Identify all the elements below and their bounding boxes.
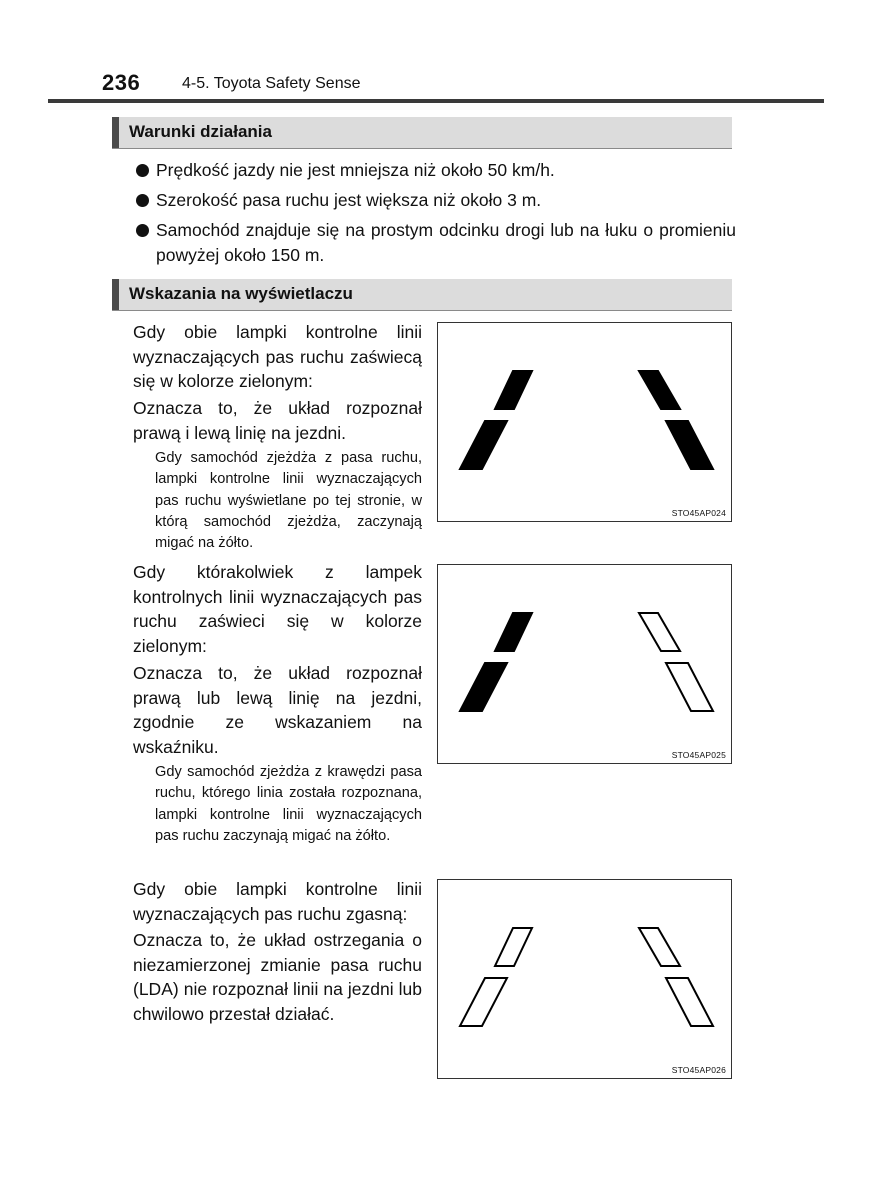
list-item	[136, 158, 736, 183]
section-heading-operating-conditions	[112, 117, 732, 149]
bullet-icon	[136, 224, 149, 237]
list-item	[136, 218, 736, 268]
list-item-text: Samochód znajduje się na prostym odcinku drogi lub na łuku o promieniu powyżej około 150 m.	[156, 220, 736, 265]
section-title: Warunki działania	[129, 122, 272, 141]
right-lane-indicator-icon	[639, 371, 680, 409]
bullet-icon	[136, 164, 149, 177]
list-item-text: Prędkość jazdy nie jest mniejsza niż około 50 km/h.	[156, 160, 555, 180]
indication-meaning-2: Oznacza to, że układ rozpoznał prawą lub lewą linię na jezdni, zgodnie ze wskazaniem na wskaźniku.	[133, 663, 422, 757]
left-lane-outline-icon	[495, 928, 532, 966]
right-lane-indicator-icon	[666, 421, 713, 469]
operating-conditions-list	[136, 158, 736, 273]
left-lane-outline-icon	[460, 978, 507, 1026]
indication-note-1: Gdy samochód zjeżdża z pasa ruchu, lampki kontrolne linii wyznaczających pas ruchu wyświetlane po tej stronie, w którą samochód zjeżdża, zaczynają migać na żółto.	[155, 450, 422, 552]
figure-code: STO45AP026	[671, 1065, 726, 1075]
bullet-icon	[136, 194, 149, 207]
left-lane-indicator-icon	[495, 371, 532, 409]
indication-condition-3: Gdy obie lampki kontrolne linii wyznaczających pas ruchu zgasną:	[133, 879, 422, 924]
indication-meaning-1: Oznacza to, że układ rozpoznał prawą i lewą linię na jezdni.	[133, 398, 422, 443]
left-lane-indicator-icon	[460, 421, 507, 469]
indication-note-2: Gdy samochód zjeżdża z krawędzi pasa ruchu, którego linia została rozpoznana, lampki kontrolne linii wyznaczających pas ruchu zaczynają migać na żółto.	[155, 764, 422, 844]
header-rule	[48, 99, 824, 103]
section-path: 4-5. Toyota Safety Sense	[182, 75, 361, 92]
right-lane-outline-icon	[639, 928, 680, 966]
indication-condition-2: Gdy którakolwiek z lampek kontrolnych linii wyznaczających pas ruchu zaświeci się w kolorze zielonym:	[133, 562, 422, 656]
right-lane-outline-icon	[666, 663, 713, 711]
left-lane-indicator-icon	[460, 663, 507, 711]
section-title: Wskazania na wyświetlaczu	[129, 284, 353, 303]
list-item	[136, 188, 736, 213]
page-number: 236	[102, 70, 141, 95]
right-lane-outline-icon	[666, 978, 713, 1026]
left-lane-indicator-icon	[495, 613, 532, 651]
indication-meaning-3: Oznacza to, że układ ostrzegania o niezamierzonej zmianie pasa ruchu (LDA) nie rozpoznał linii na jezdni lub chwilowo przestał działać.	[133, 930, 422, 1024]
lane-indicator-figure-3	[437, 879, 732, 1079]
page-header	[0, 0, 880, 104]
right-lane-outline-icon	[639, 613, 680, 651]
list-item-text: Szerokość pasa ruchu jest większa niż około 3 m.	[156, 190, 542, 210]
figure-code: STO45AP025	[671, 750, 726, 760]
section-accent	[112, 117, 119, 148]
section-heading-indications	[112, 279, 732, 311]
indication-condition-1: Gdy obie lampki kontrolne linii wyznaczających pas ruchu zaświecą się w kolorze zielonym:	[133, 322, 422, 391]
lane-indicator-figure-2	[437, 564, 732, 764]
lane-indicator-figure-1	[437, 322, 732, 522]
figure-code: STO45AP024	[671, 508, 726, 518]
section-accent	[112, 279, 119, 310]
